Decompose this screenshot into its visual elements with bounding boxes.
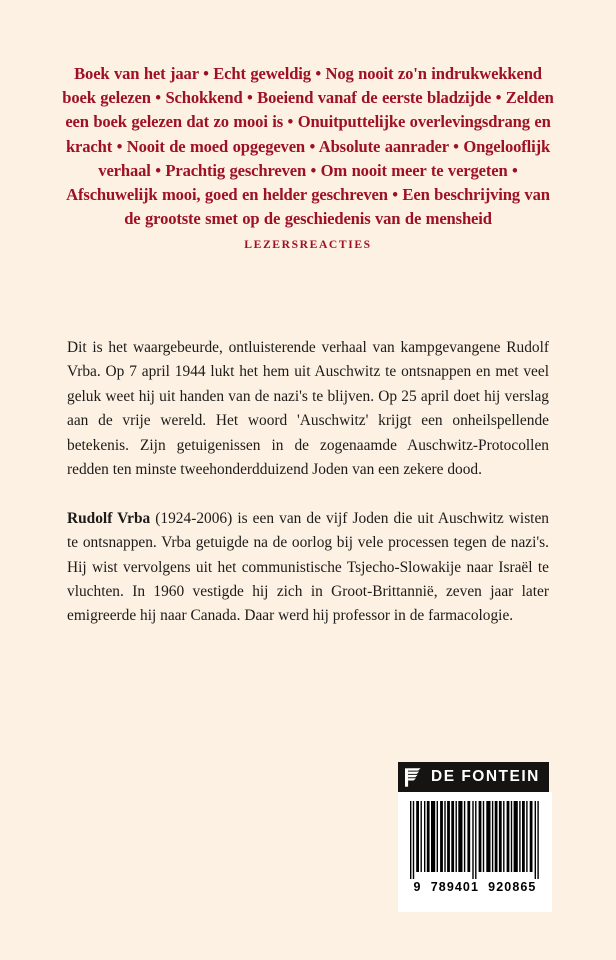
fountain-f-mark-icon bbox=[405, 768, 422, 787]
blurb-paragraph-synopsis: Dit is het waargebeurde, ontluisterende verhaal van kampgevangene Rudolf Vrba. Op 7 april 1944 lukt het hem uit Auschwitz te ontsnappen en met veel geluk weet hij uit handen van de nazi's te blijven. Op 25 april doet hij verslag aan de vrije wereld. Het woord 'Auschwitz' krijgt een onheilspellende betekenis. Zijn getuigenissen in de zogenaamde Auschwitz-Protocollen redden ten minste tweehonderdduizend Joden van een zekere dood. bbox=[67, 339, 549, 479]
publisher-logo bbox=[398, 762, 549, 792]
barcode-digits: 9 789401 920865 bbox=[413, 880, 537, 894]
blurb-paragraph-author-bio bbox=[67, 507, 549, 629]
barcode-bars bbox=[410, 801, 541, 879]
barcode-box bbox=[398, 792, 552, 912]
publisher-name: DE FONTEIN bbox=[431, 768, 540, 786]
reader-quotes-block bbox=[60, 62, 556, 251]
author-name: Rudolf Vrba bbox=[67, 509, 151, 527]
blurb-body bbox=[67, 336, 549, 629]
author-bio-text: (1924-2006) is een van de vijf Joden die uit Auschwitz wisten te ontsnappen. Vrba getuigde na de oorlog bij vele processen tegen de nazi's. Hij wist vervolgens uit het communistische Tsjecho-Slowakije naar Israël te vluchten. In 1960 vestigde hij zich in Groot-Brittannië, zeven jaar later emigreerde hij naar Canada. Daar werd hij professor in de farmacologie. bbox=[67, 509, 549, 625]
reader-quotes-text: Boek van het jaar • Echt geweldig • Nog nooit zo'n indrukwekkend boek gelezen • Schokkend • Boeiend vanaf de eerste bladzijde • Zelden een boek gelezen dat zo mooi is • Onuitputtelijke overlevingsdrang en kracht • Nooit de moed opgegeven • Absolute aanrader • Ongelooflijk verhaal • Prachtig geschreven • Om nooit meer te vergeten • Afschuwelijk mooi, goed en helder geschreven • Een beschrijving van de grootste smet op de geschiedenis van de mensheid bbox=[62, 64, 554, 229]
reader-quotes-source-label: LEZERSREACTIES bbox=[244, 238, 372, 252]
publisher-block bbox=[398, 762, 552, 912]
